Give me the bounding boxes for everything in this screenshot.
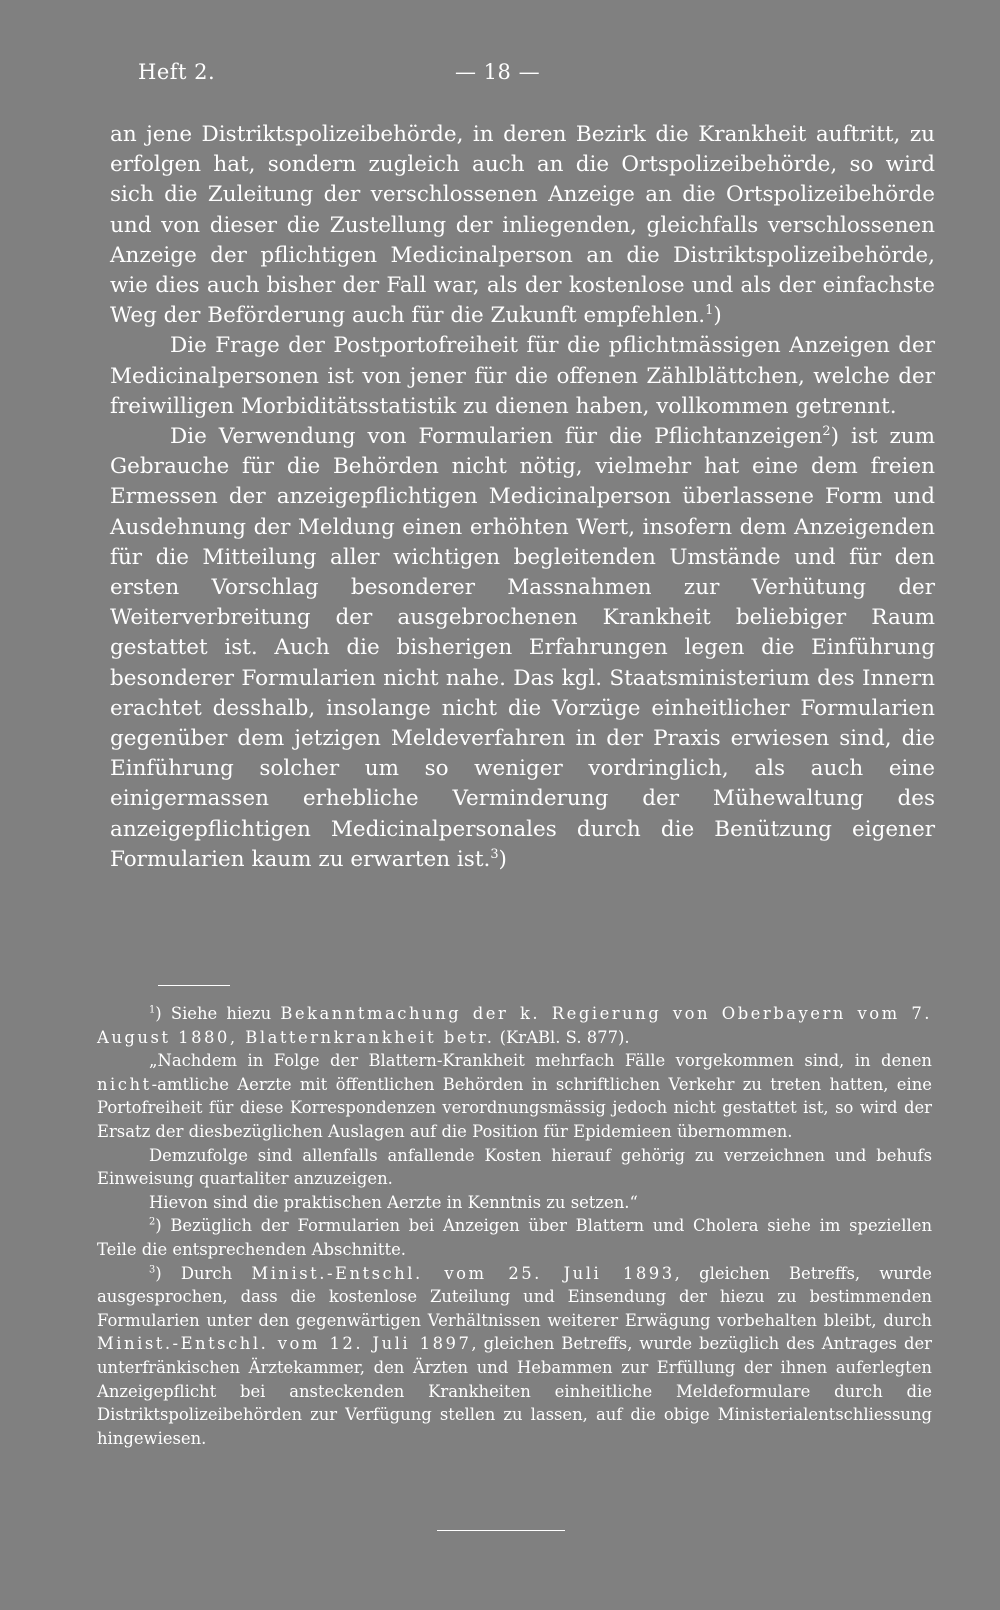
paragraph-3: Die Verwendung von Formularien für die Pflichtanzeigen$^2$) ist zum Gebrauche für die Behörden nicht nötig, vielmehr hat eine dem freien Ermessen der anzeigepflichtigen Medicinalperson überlassene Form und Ausdehnung der Meldung einen erhöhten Wert, insofern dem Anzeigenden für die Mitteilung aller wichtigen begleitenden Umstände und für den ersten Vorschlag besonderer Massnahmen zur Verhütung der Weiterverbreitung der ausgebrochenen Krankheit beliebiger Raum gestattet ist. Auch die bisherigen Erfahrungen legen die Einführung besonderer Formularien nicht nahe. Das kgl. Staatsministerium des Innern erachtet desshalb, insolange nicht die Vorzüge einheitlicher Formularien gegenüber dem jetzigen Meldeverfahren in der Praxis erwiesen sind, die Einführung solcher um so weniger vordringlich, als auch eine einigermassen erhebliche Verminderung der Mühewaltung des anzeigepflichtigen Medicinalpersonales durch die Benützung eigener Formularien kaum zu erwarten ist.$^3$) — [110, 423, 936, 872]
quote-1-spaced: nicht — [97, 1074, 152, 1094]
page-header — [138, 60, 938, 92]
end-divider — [437, 1530, 565, 1531]
footnote-1-quote-2: Demzufolge sind allenfalls anfallende Kosten hierauf gehörig zu verzeichnen und behufs Einweisung quartaliter anzuzeigen. — [97, 1145, 932, 1189]
footnote-3-text-a: ) Durch — [155, 1263, 252, 1283]
footnotes — [97, 1002, 932, 1450]
footnote-3 — [97, 1262, 932, 1451]
footnote-1-quote-3: Hievon sind die praktischen Aerzte in Kenntnis zu setzen.“ — [149, 1192, 638, 1212]
footnote-3-spaced-1: Minist.-Entschl. vom 25. Juli 1893 — [251, 1263, 675, 1283]
paragraph-3-text-b: ist zum Gebrauche für die Behörden nicht nötig, vielmehr hat eine dem freien Ermessen der anzeigepflichtigen Medicinalperson überlassene Form und Ausdehnung der Meldung einen erhöhten Wert, insofern dem Anzeigenden für die Mitteilung aller wichtigen begleitenden Umstände und für den ersten Vorschlag besonderer Massnahmen zur Verhütung der Weiterverbreitung der ausgebrochenen Krankheit beliebiger Raum gestattet ist. Auch die bisherigen Erfahrungen legen die Einführung besonderer Formularien nicht nahe. Das kgl. Staatsministerium des Innern erachtet desshalb, insolange nicht die Vorzüge einheitlicher Formularien gegenüber dem jetzigen Meldeverfahren in der Praxis erwiesen sind, die Einführung solcher um so weniger vordringlich, als auch eine einigermassen erhebliche Verminderung der Mühewaltung des anzeigepflichtigen Medicinalpersonales durch die Benützung eigener Formularien kaum zu erwarten ist. — [110, 424, 936, 872]
main-text — [110, 120, 935, 875]
footnote-1-spaced: Bekanntmachung der k. Regierung von Oberbayern vom 7. August 1880, Blatternkrankheit betr. — [97, 1004, 932, 1047]
paragraph-3-text-a: Die Verwendung von Formularien für die Pflichtanzeigen — [170, 424, 823, 450]
footnote-2-text: ) Bezüglich der Formularien bei Anzeigen über Blattern und Cholera siehe im speziellen Teile die entsprechenden Abschnitte. — [97, 1216, 932, 1259]
footnote-1-text-b: (KrABl. S. 877). — [494, 1027, 630, 1047]
footnote-3-number: 3 — [149, 1264, 156, 1276]
footnote-1-number: 1 — [149, 1004, 156, 1016]
paragraph-1-text: an jene Distriktspolizeibehörde, in deren Bezirk die Krankheit auftritt, zu erfolgen hat, sondern zugleich auch an die Ortspolizeibehörde, so wird sich die Zuleitung der verschlossenen Anzeige an die Ortspolizeibehörde und von dieser die Zustellung der inliegenden, gleichfalls verschlossenen Anzeige der pflichtigen Medicinalperson an die Distriktspolizeibehörde, wie dies auch bisher der Fall war, als der kostenlose und als der einfachste Weg der Beförderung auch für die Zukunft empfehlen. — [110, 122, 935, 329]
footnote-1-quote-1 — [97, 1049, 932, 1143]
footnote-ref-3: 3 — [490, 846, 499, 862]
quote-1-text-a: „Nachdem in Folge der Blattern-Krankheit mehrfach Fälle vorgekommen sind, in denen — [149, 1051, 932, 1071]
footnote-1 — [97, 1002, 932, 1049]
footnote-ref-1: 1 — [705, 303, 714, 319]
footnote-1-text-a: ) Siehe hiezu — [155, 1004, 281, 1023]
quote-1-text-b: -amtliche Aerzte mit öffentlichen Behörden in schriftlichen Verkehr zu treten hatten, eine Portofreiheit für diese Korrespondenzen verordnungsmässig jedoch nicht gestattet ist, so wird der Ersatz der diesbezüglichen Auslagen auf die Position für Epidemieen übernommen. — [97, 1074, 932, 1141]
paragraph-2: Die Frage der Postportofreiheit für die pflichtmässigen Anzeigen der Medicinalpersonen ist von jener für die offenen Zählblättchen, welche der freiwilligen Morbiditätsstatistik zu dienen haben, vollkommen getrennt. — [110, 333, 935, 419]
paragraph-1: an jene Distriktspolizeibehörde, in deren Bezirk die Krankheit auftritt, zu erfolgen hat, sondern zugleich auch an die Ortspolizeibehörde, so wird sich die Zuleitung der verschlossenen Anzeige an die Ortspolizeibehörde und von dieser die Zustellung der inliegenden, gleichfalls verschlossenen Anzeige der pflichtigen Medicinalperson an die Distriktspolizeibehörde, wie dies auch bisher der Fall war, als der kostenlose und als der einfachste Weg der Beförderung auch für die Zukunft empfehlen.$^1$) — [110, 122, 935, 329]
footnote-ref-2: 2 — [822, 423, 831, 439]
footnote-divider — [158, 985, 230, 986]
footnote-3-text-b: , gleichen Betreffs, wurde ausgesprochen, dass die kostenlose Zuteilung und Einsendung der hiezu zu bestimmenden Formularien unter den gegenwärtigen Verhältnissen weiterer Erwägung vorbehalten bleibt, durch — [97, 1263, 932, 1330]
footnote-3-text-c: , gleichen Betreffs, wurde bezüglich des Antrages der unterfränkischen Ärztekammer, den Ärzten und Hebammen zur Erfüllung der ihnen auferlegten Anzeigepflicht bei ansteckenden Krankheiten einheitliche Meldeformulare durch die Distriktspolizeibehörden zur Verfügung stellen zu lassen, auf die obige Ministerialentschliessung hingewiesen. — [97, 1334, 933, 1448]
footnote-3-spaced-2: Minist.-Entschl. vom 12. Juli 1897 — [97, 1334, 472, 1354]
issue-label: Heft 2. — [138, 60, 216, 84]
page-number: — 18 — — [455, 60, 541, 84]
footnote-2 — [97, 1214, 932, 1261]
footnote-2-number: 2 — [149, 1216, 156, 1228]
